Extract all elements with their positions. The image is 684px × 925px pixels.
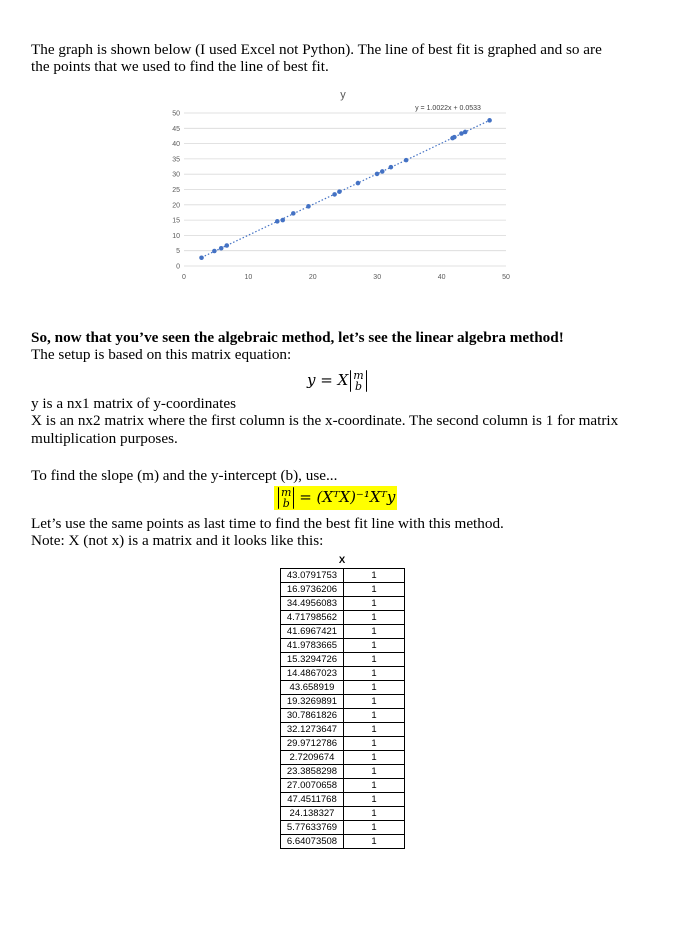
x-value-cell: 27.0070658 <box>281 779 344 793</box>
y-tick-label: 25 <box>172 187 180 194</box>
matrix-row <box>281 779 405 793</box>
x-value-cell: 4.71798562 <box>281 611 344 625</box>
one-value-cell: 1 <box>344 779 405 793</box>
data-point <box>219 246 224 251</box>
data-point <box>356 181 361 186</box>
x-tick-labels <box>182 274 510 281</box>
x-value-cell: 47.4511768 <box>281 793 344 807</box>
y-tick-label: 20 <box>172 202 180 210</box>
matrix-row <box>281 835 405 849</box>
data-point <box>332 192 337 197</box>
matrix-row <box>281 667 405 681</box>
x-value-cell: 2.7209674 <box>281 751 344 765</box>
data-point <box>275 219 280 224</box>
vector-m: m <box>353 369 364 382</box>
x-value-cell: 30.7861826 <box>281 709 344 723</box>
vector-b-2: b <box>282 497 290 510</box>
section-heading: So, now that you’ve seen the algebraic method, let’s see the linear algebra method! <box>31 329 564 346</box>
x-tick-label: 20 <box>308 274 317 281</box>
data-point <box>487 118 492 123</box>
matrix-equation-1 <box>307 370 367 392</box>
x-value-cell: 32.1273647 <box>281 723 344 737</box>
find-text: To find the slope (m) and the y-intercept (b), use... <box>31 467 338 484</box>
one-value-cell: 1 <box>344 737 405 751</box>
x-value-cell: 23.3858298 <box>281 765 344 779</box>
equation-rhs: = (XᵀX)⁻¹Xᵀy <box>299 488 396 506</box>
one-value-cell: 1 <box>344 653 405 667</box>
matrix-equation-2 <box>274 486 397 510</box>
data-point <box>199 255 204 260</box>
matrix-header: X <box>338 555 346 566</box>
matrix-row <box>281 821 405 835</box>
one-value-cell: 1 <box>344 625 405 639</box>
y-tick-labels <box>172 111 180 271</box>
x-tick-label: 40 <box>437 274 446 281</box>
x-value-cell: 41.9783665 <box>281 639 344 653</box>
data-point <box>337 189 342 194</box>
x-value-cell: 16.9736206 <box>281 583 344 597</box>
matrix-row <box>281 611 405 625</box>
matrix-row <box>281 597 405 611</box>
trendline-equation: y = 1.0022x + 0.0533 <box>415 105 481 112</box>
data-point <box>212 249 217 254</box>
equation-lhs: y = X <box>307 371 349 389</box>
matrix-row <box>281 737 405 751</box>
data-point <box>306 204 311 209</box>
x-value-cell: 15.3294726 <box>281 653 344 667</box>
x-matrix-table <box>280 568 405 849</box>
x-value-cell: 5.77633769 <box>281 821 344 835</box>
one-value-cell: 1 <box>344 611 405 625</box>
matrix-row <box>281 807 405 821</box>
lets-use-text: Let’s use the same points as last time to find the best fit line with this method. <box>31 515 504 532</box>
matrix-row <box>281 681 405 695</box>
trendline <box>202 120 490 257</box>
setup-text: The setup is based on this matrix equation: <box>31 346 292 363</box>
one-value-cell: 1 <box>344 751 405 765</box>
data-point <box>380 169 385 174</box>
one-value-cell: 1 <box>344 667 405 681</box>
one-value-cell: 1 <box>344 709 405 723</box>
x-description-1: X is an nx2 matrix where the first column is the x-coordinate. The second column is 1 for matrix <box>31 412 619 429</box>
matrix-row <box>281 639 405 653</box>
matrix-row <box>281 751 405 765</box>
y-tick-label: 50 <box>172 110 180 118</box>
intro-line-2: the points that we used to find the line of best fit. <box>31 58 329 75</box>
data-point <box>291 211 296 216</box>
x-value-cell: 43.658919 <box>281 681 344 695</box>
mb-vector <box>350 370 366 392</box>
one-value-cell: 1 <box>344 723 405 737</box>
data-point <box>389 165 394 170</box>
matrix-row <box>281 793 405 807</box>
x-value-cell: 41.6967421 <box>281 625 344 639</box>
x-description-2: multiplication purposes. <box>31 430 178 447</box>
x-value-cell: 34.4956083 <box>281 597 344 611</box>
data-point <box>280 218 285 223</box>
one-value-cell: 1 <box>344 681 405 695</box>
y-tick-label: 35 <box>172 156 180 164</box>
chart-title: y <box>340 89 346 101</box>
mb-vector-2 <box>278 487 294 509</box>
matrix-row <box>281 723 405 737</box>
y-tick-label: 10 <box>172 232 180 240</box>
matrix-row <box>281 653 405 667</box>
data-point <box>224 243 229 248</box>
data-point <box>404 158 409 163</box>
matrix-row <box>281 765 405 779</box>
x-value-cell: 24.138327 <box>281 807 344 821</box>
x-value-cell: 43.0791753 <box>281 569 344 583</box>
y-description: y is a nx1 matrix of y-coordinates <box>31 395 236 412</box>
data-points <box>199 118 492 260</box>
y-tick-label: 0 <box>176 263 180 271</box>
x-value-cell: 19.3269891 <box>281 695 344 709</box>
vector-b: b <box>354 380 362 393</box>
x-tick-label: 0 <box>182 274 186 281</box>
x-tick-label: 10 <box>244 274 253 281</box>
x-tick-label: 30 <box>373 274 382 281</box>
y-tick-label: 45 <box>172 125 180 133</box>
y-tick-label: 15 <box>172 217 180 225</box>
y-tick-label: 40 <box>172 141 180 149</box>
one-value-cell: 1 <box>344 807 405 821</box>
y-tick-label: 5 <box>176 248 180 256</box>
matrix-row <box>281 625 405 639</box>
x-tick-label: 50 <box>502 274 510 281</box>
data-point <box>452 135 457 140</box>
matrix-row <box>281 709 405 723</box>
x-value-cell: 14.4867023 <box>281 667 344 681</box>
matrix-row <box>281 583 405 597</box>
one-value-cell: 1 <box>344 793 405 807</box>
note-text: Note: X (not x) is a matrix and it looks like this: <box>31 532 324 549</box>
one-value-cell: 1 <box>344 765 405 779</box>
matrix-row <box>281 569 405 583</box>
y-tick-label: 30 <box>172 171 180 179</box>
x-value-cell: 29.9712786 <box>281 737 344 751</box>
data-point <box>463 130 468 135</box>
intro-line-1: The graph is shown below (I used Excel not Python). The line of best fit is graphed and so are <box>31 41 602 58</box>
scatter-chart <box>158 84 518 289</box>
data-point <box>375 172 380 177</box>
one-value-cell: 1 <box>344 639 405 653</box>
x-value-cell: 6.64073508 <box>281 835 344 849</box>
one-value-cell: 1 <box>344 569 405 583</box>
vector-m-2: m <box>281 486 292 499</box>
one-value-cell: 1 <box>344 695 405 709</box>
one-value-cell: 1 <box>344 583 405 597</box>
one-value-cell: 1 <box>344 597 405 611</box>
matrix-row <box>281 695 405 709</box>
one-value-cell: 1 <box>344 821 405 835</box>
one-value-cell: 1 <box>344 835 405 849</box>
